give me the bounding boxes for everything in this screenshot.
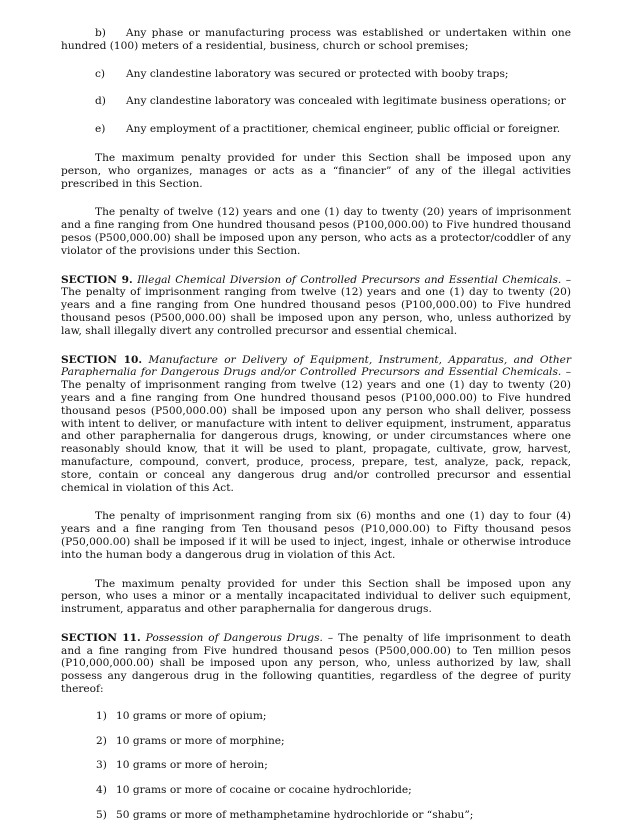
clause-e-label: e)	[95, 123, 106, 136]
clause-e	[95, 123, 571, 136]
quantity-item-text: 50 grams or more of methamphetamine hydrochloride or “shabu”;	[116, 809, 474, 822]
clause-e-text: Any employment of a practitioner, chemical engineer, public official or foreigner.	[126, 123, 561, 136]
quantity-item	[96, 710, 571, 723]
quantity-item-label: 2)	[96, 734, 107, 747]
clause-c	[95, 68, 571, 81]
quantity-item	[96, 809, 571, 822]
paragraph-financier: The maximum penalty provided for under this Section shall be imposed upon any person, who organizes, manages or acts as a “financier” of any of the illegal activities prescribed in this Section.	[61, 151, 571, 190]
section-11	[61, 632, 571, 696]
quantity-item-label: 4)	[96, 784, 107, 797]
section-10-title: Manufacture or Delivery of Equipment, Instrument, Apparatus, and Other Paraphernalia for Dangerous Drugs and/or Controlled Precursors and Essential Chemicals.	[61, 353, 572, 379]
section-11-heading: SECTION 11.	[61, 631, 141, 644]
section-11-body: – The penalty of life imprisonment to death and a fine ranging from Five hundred thousand pesos (P500,000.00) to Ten million pesos (P10,000,000.00) shall be imposed upon any person, who, unless authorized by law, shall possess any dangerous drug in the following quantities, regardless of the degree of purity thereof:	[61, 631, 572, 696]
clause-d-label: d)	[95, 95, 106, 108]
clause-c-label: c)	[95, 67, 106, 80]
clause-b	[61, 27, 571, 53]
section-9-heading: SECTION 9.	[61, 273, 133, 286]
clause-d	[95, 95, 571, 108]
quantity-item-label: 3)	[96, 759, 107, 772]
paragraph-protector: The penalty of twelve (12) years and one (1) day to twenty (20) years of imprisonment and a fine ranging from One hundred thousand pesos (P100,000.00) to Five hundred thousand pesos (P500,000.00) shall be imposed upon any person, who acts as a protector/coddler of any violator of the provisions under this Section.	[61, 206, 571, 257]
section-9	[61, 274, 571, 338]
quantity-item-text: 10 grams or more of heroin;	[116, 759, 268, 772]
clause-b-text: Any phase or manufacturing process was established or undertaken within one hundred (100) meters of a residential, business, church or school premises;	[61, 27, 571, 52]
quantity-item	[96, 735, 571, 748]
paragraph-introduce: The penalty of imprisonment ranging from six (6) months and one (1) day to four (4) years and a fine ranging from Ten thousand pesos (P10,000.00) to Fifty thousand pesos (P50,000.00) shall be imposed if it will be used to inject, ingest, inhale or otherwise introduce into the human body a dangerous drug in violation of this Act.	[61, 510, 571, 561]
clause-d-text: Any clandestine laboratory was concealed with legitimate business operations; or	[126, 95, 566, 108]
section-10	[61, 354, 571, 495]
clause-b-label: b)	[95, 27, 106, 39]
quantity-item	[96, 784, 571, 797]
section-9-body: – The penalty of imprisonment ranging from twelve (12) years and one (1) day to twenty (20) years and a fine ranging from One hundred thousand pesos (P100,000.00) to Five hundred thousand pesos (P500,000.00) shall be imposed upon any person, who, unless authorized by law, shall illegally divert any controlled precursor and essential chemical.	[61, 273, 572, 337]
quantity-item-text: 10 grams or more of morphine;	[116, 734, 285, 747]
section-10-body: – The penalty of imprisonment ranging from twelve (12) years and one (1) day to twenty (20) years and a fine ranging from One hundred thousand pesos (P100,000.00) to Five hundred thousand pesos (P500,000.00) shall be imposed upon any person who shall deliver, possess with intent to deliver, or manufacture with intent to deliver equipment, instrument, apparatus and other paraphernalia for dangerous drugs, knowing, or under circumstances where one reasonably should know, that it will be used to plant, propagate, cultivate, grow, harvest, manufacture, compound, convert, produce, process, prepare, test, analyze, pack, repack, store, contain or conceal any dangerous drug and/or controlled precursor and essential chemical in violation of this Act.	[61, 366, 571, 494]
section-10-heading: SECTION 10.	[61, 353, 143, 366]
quantity-item	[96, 759, 571, 772]
section-11-title: Possession of Dangerous Drugs.	[145, 631, 323, 644]
section-9-title: Illegal Chemical Diversion of Controlled Precursors and Essential Chemicals.	[137, 273, 562, 286]
quantity-item-label: 5)	[96, 809, 107, 822]
quantity-item-text: 10 grams or more of opium;	[116, 709, 267, 722]
clause-c-text: Any clandestine laboratory was secured or protected with booby traps;	[126, 67, 509, 80]
quantity-item-label: 1)	[96, 709, 107, 722]
quantity-item-text: 10 grams or more of cocaine or cocaine hydrochloride;	[116, 784, 412, 797]
paragraph-minor: The maximum penalty provided for under this Section shall be imposed upon any person, who uses a minor or a mentally incapacitated individual to deliver such equipment, instrument, apparatus and other paraphernalia for dangerous drugs.	[61, 577, 571, 616]
